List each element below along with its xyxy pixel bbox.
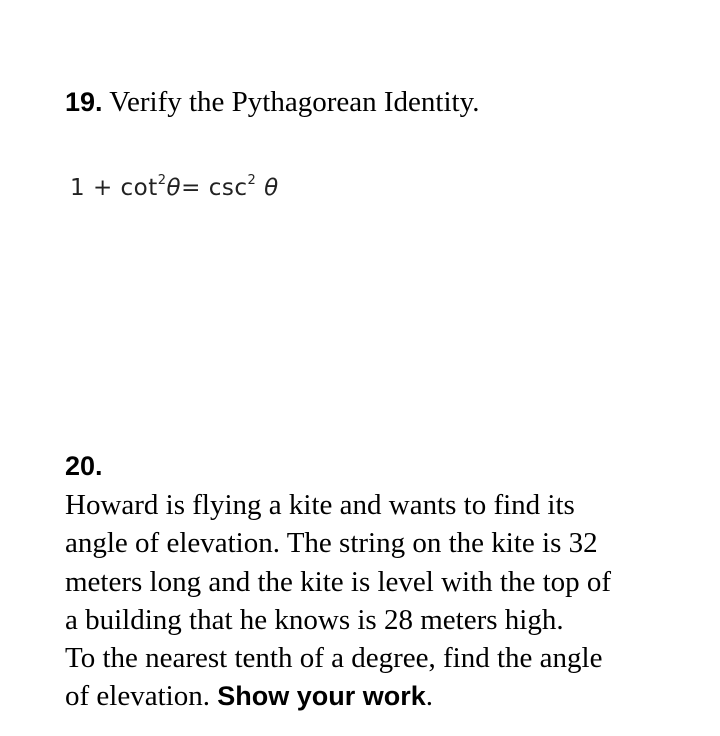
question-20-line: To the nearest tenth of a degree, find the angle [65,642,603,675]
question-20-line: of elevation. [65,680,218,713]
question-20-line: angle of elevation. The string on the kite is 32 [65,527,598,560]
question-19-prompt: Verify the Pythagorean Identity. [102,86,480,118]
question-19 [65,84,479,120]
identity-exponent-2: 2 [247,173,257,189]
pythagorean-identity-equation [70,170,279,206]
identity-theta-1: θ [166,175,182,201]
question-20-line: a building that he knows is 28 meters high. [65,603,564,636]
identity-exponent-1: 2 [157,173,167,189]
identity-theta-2: θ [264,175,279,201]
question-20-last-line [65,677,611,715]
identity-lhs: 1 + cot [70,175,158,201]
question-20-number: 20. [65,451,103,481]
question-19-number: 19. [65,87,103,117]
question-20-trailing: . [425,680,433,713]
show-your-work-emphasis: Show your work [217,681,426,712]
question-20-line: Howard is flying a kite and wants to find its [65,489,575,521]
question-20-body [65,486,611,716]
identity-rhs: = csc [181,175,248,201]
question-20-line: meters long and the kite is level with the top of [65,565,612,598]
